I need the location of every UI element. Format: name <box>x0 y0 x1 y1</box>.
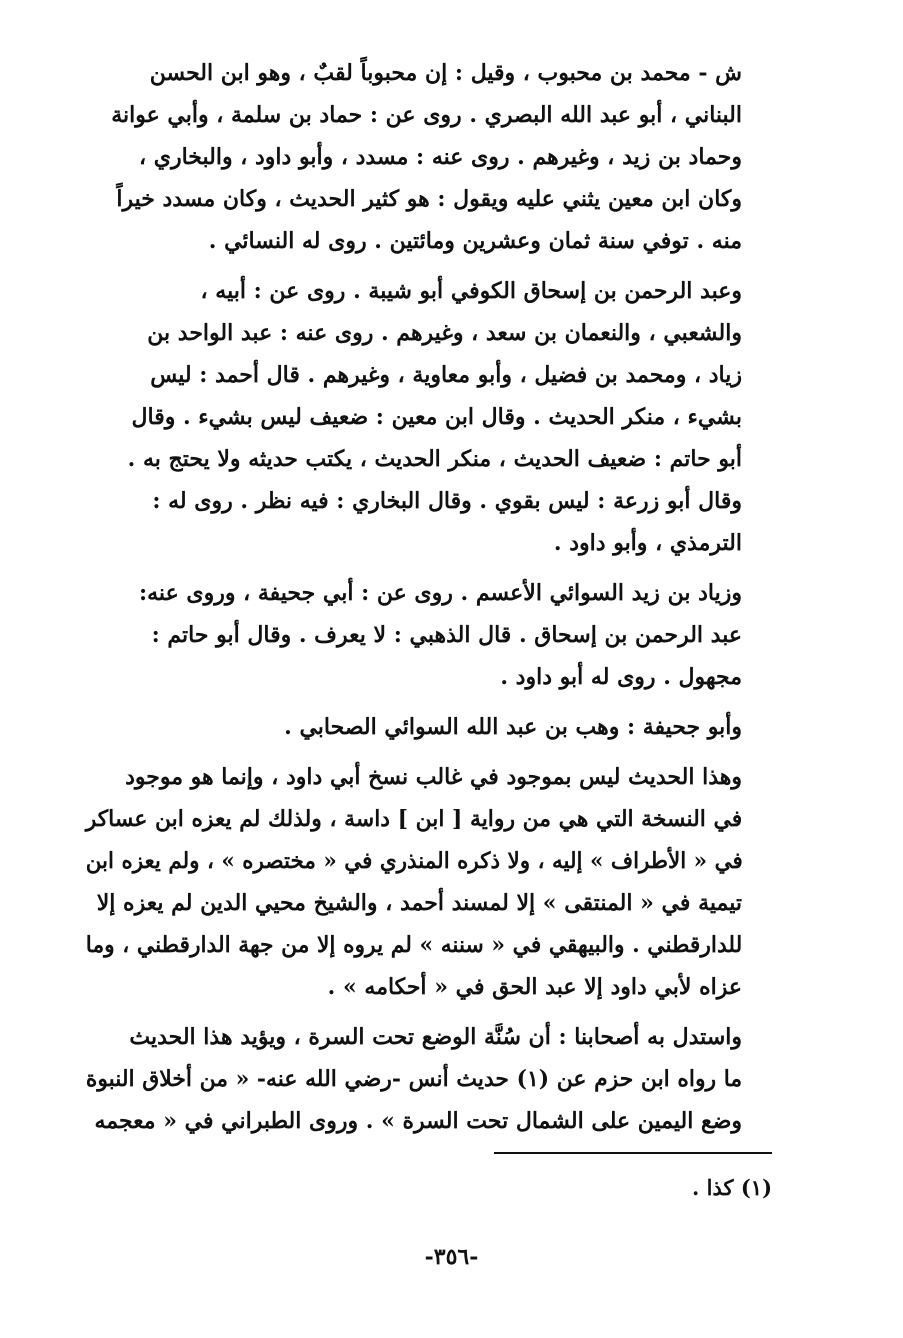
paragraph-2 <box>86 270 772 564</box>
paragraph-4 <box>86 706 772 748</box>
paragraph-3 <box>86 572 772 698</box>
footnote: (١) كذا . <box>692 1175 772 1200</box>
text-line: ش - محمد بن محبوب ، وقيل : إن محبوباً لقبٌ ، وهو ابن الحسن <box>149 60 742 86</box>
footnote-divider <box>494 1152 772 1154</box>
text-line: وحماد بن زيد ، وغيرهم . روى عنه : مسدد ، وأبو داود ، والبخاري ، <box>139 144 742 170</box>
text-line: عبد الرحمن بن إسحاق . قال الذهبي : لا يعرف . وقال أبو حاتم : <box>151 622 742 648</box>
text-line: عزاه لأبي داود إلا عبد الحق في « أحكامه » . <box>327 974 742 1000</box>
text-line: للدارقطني . والبيهقي في « سننه » لم يروه إلا من جهة الدارقطني ، وما <box>85 932 743 958</box>
text-line: وقال أبو زرعة : ليس بقوي . وقال البخاري : فيه نظر . روى له : <box>152 488 742 514</box>
text-line: في النسخة التي هي من رواية [ ابن ] داسة ، ولذلك لم يعزه ابن عساكر <box>85 806 743 832</box>
text-line: أبو حاتم : ضعيف الحديث ، منكر الحديث ، يكتب حديثه ولا يحتج به . <box>127 446 742 472</box>
text-line: مجهول . روى له أبو داود . <box>500 664 742 690</box>
text-line: والشعبي ، والنعمان بن سعد ، وغيرهم . روى عنه : عبد الواحد بن <box>147 320 742 346</box>
text-line: ما رواه ابن حزم عن (١) حديث أنس -رضي الله عنه- « من أخلاق النبوة <box>85 1066 743 1092</box>
paragraph-6 <box>86 1016 772 1142</box>
text-line: بشيء ، منكر الحديث . وقال ابن معين : ضعيف ليس بشيء . وقال <box>131 404 742 430</box>
text-line: وهذا الحديث ليس بموجود في غالب نسخ أبي داود ، وإنما هو موجود <box>125 764 742 790</box>
text-line: وكان ابن معين يثني عليه ويقول : هو كثير الحديث ، وكان مسدد خيراً <box>116 186 742 212</box>
text-line: وزياد بن زيد السوائي الأعسم . روى عن : أبي جحيفة ، وروى عنه: <box>139 580 742 606</box>
text-line: وأبو جحيفة : وهب بن عبد الله السوائي الصحابي . <box>284 714 742 740</box>
text-line: منه . توفي سنة ثمان وعشرين ومائتين . روى له النسائي . <box>208 228 742 254</box>
text-line: واستدل به أصحابنا : أن سُنَّة الوضع تحت السرة ، ويؤيد هذا الحديث <box>129 1024 742 1050</box>
text-line: في « الأطراف » إليه ، ولا ذكره المنذري في « مختصره » ، ولم يعزه ابن <box>85 848 743 874</box>
text-line: زياد ، ومحمد بن فضيل ، وأبو معاوية ، وغيرهم . قال أحمد : ليس <box>150 362 742 388</box>
document-body <box>86 52 772 1142</box>
text-line: وضع اليمين على الشمال تحت السرة » . وروى الطبراني في « معجمه <box>94 1108 742 1134</box>
page-number: -٣٥٦- <box>424 1244 479 1270</box>
text-line: البناني ، أبو عبد الله البصري . روى عن : حماد بن سلمة ، وأبي عوانة <box>111 102 742 128</box>
text-line: تيمية في « المنتقى » إلا لمسند أحمد ، والشيخ محيي الدين لم يعزه إلا <box>96 890 742 916</box>
text-line: وعبد الرحمن بن إسحاق الكوفي أبو شيبة . روى عن : أبيه ، <box>200 278 742 304</box>
paragraph-1 <box>86 52 772 262</box>
paragraph-5 <box>86 756 772 1008</box>
text-line: الترمذي ، وأبو داود . <box>553 530 742 556</box>
